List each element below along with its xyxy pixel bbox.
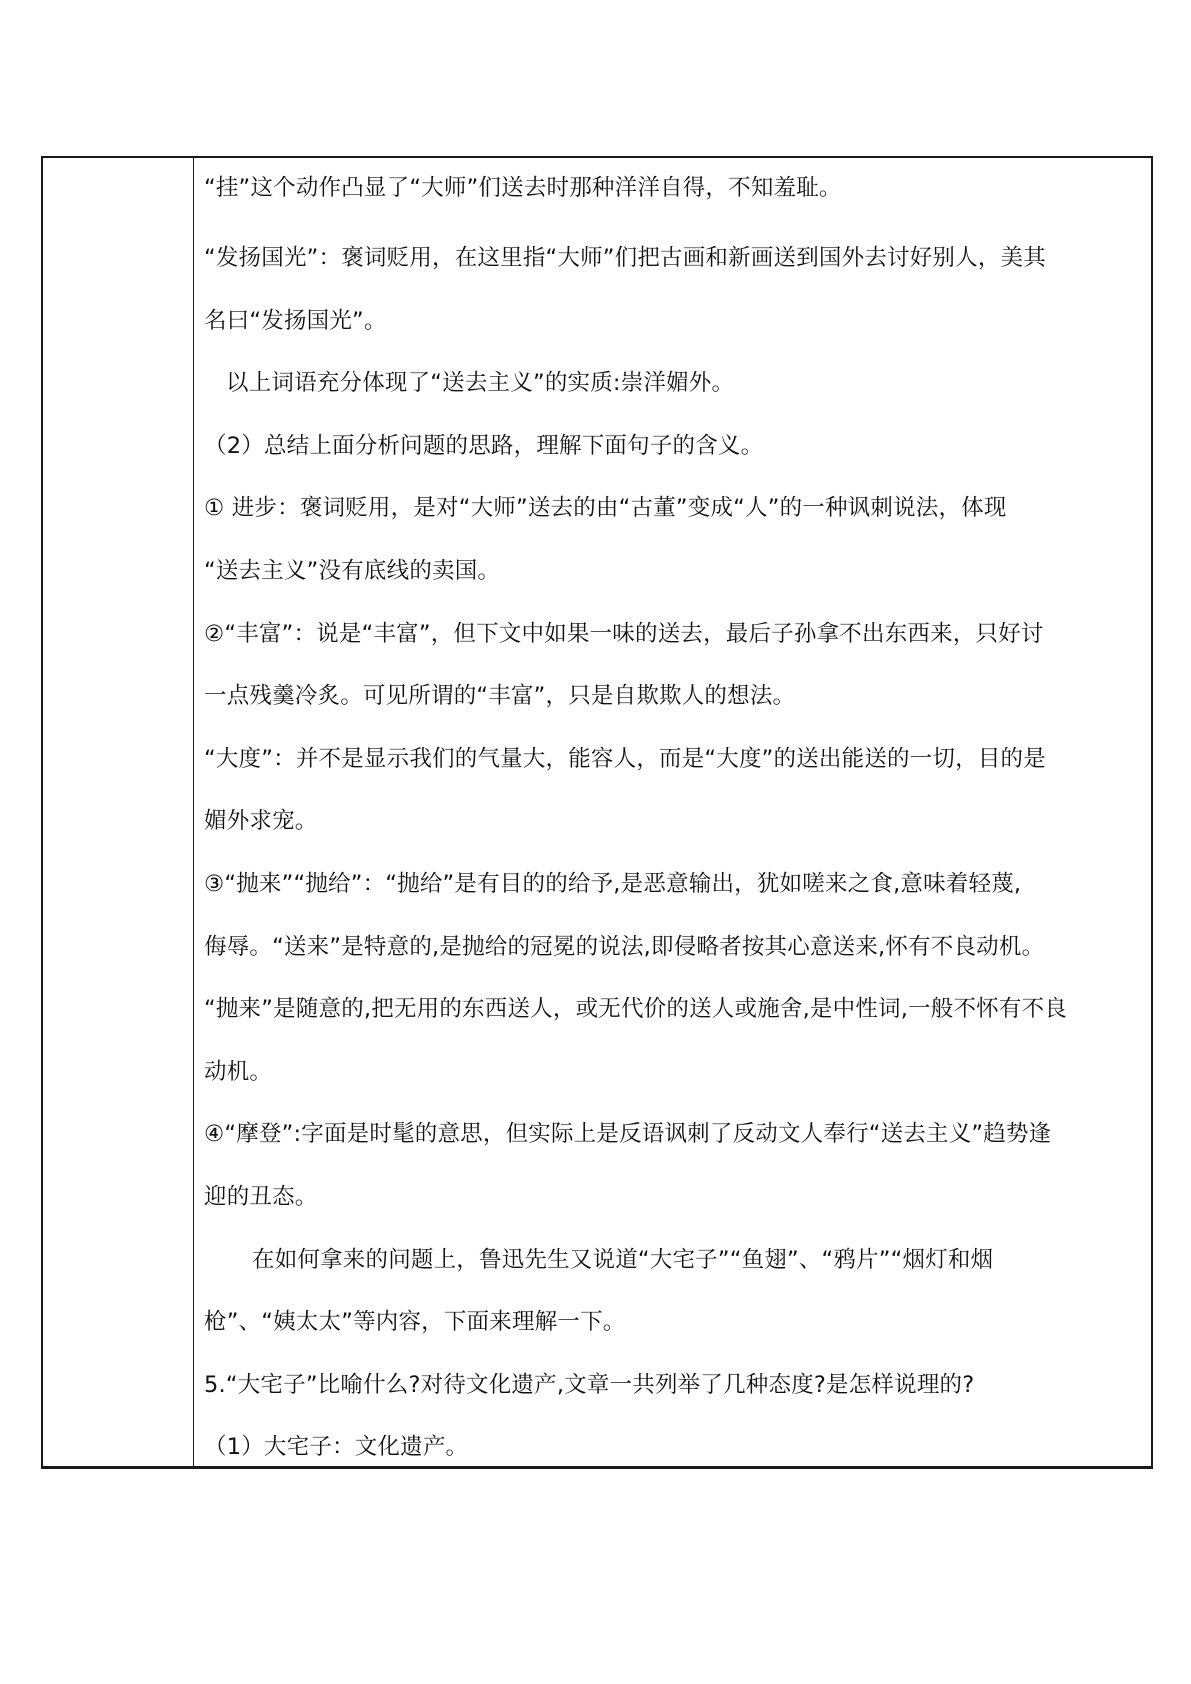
table-content-cell (194, 158, 1151, 1466)
text-line: 在如何拿来的问题上，鲁迅先生又说道“大宅子”“鱼翅”、“鸦片”“烟灯和烟 (252, 1246, 994, 1273)
text-line: ④“摩登”:字面是时髦的意思，但实际上是反语讽刺了反动文人奉行“送去主义”趋势逢 (204, 1121, 1052, 1148)
text-line: ②“丰富”：说是“丰富”，但下文中如果一味的送去，最后子孙拿不出东西来，只好讨 (204, 620, 1044, 647)
text-line: “大度”：并不是显示我们的气量大，能容人，而是“大度”的送出能送的一切，目的是 (204, 745, 1046, 772)
text-line: “发扬国光”：褒词贬用，在这里指“大师”们把古画和新画送到国外去讨好别人，美其 (204, 245, 1046, 271)
text-line: 名曰“发扬国光”。 (204, 307, 387, 334)
text-line: ① 进步：褒词贬用，是对“大师”送去的由“古董”变成“人”的一种讽刺说法，体现 (204, 495, 1007, 522)
text-line: ③“抛来”“抛给”：“抛给”是有目的的给予,是恶意输出，犹如嗟来之食,意味着轻蔑, (204, 870, 1022, 897)
text-line: “送去主义”没有底线的卖国。 (204, 557, 501, 584)
text-line: “挂”这个动作凸显了“大师”们送去时那种洋洋自得，不知羞耻。 (204, 175, 842, 201)
text-line: 侮辱。“送来”是特意的,是抛给的冠冕的说法,即侵略者按其心意送来,怀有不良动机。 (204, 933, 1045, 960)
table-left-cell (43, 158, 194, 1466)
text-line: 以上词语充分体现了“送去主义”的实质:崇洋媚外。 (226, 370, 735, 397)
text-line: 媚外求宠。 (204, 808, 318, 835)
text-line: 5.“大宅子”比喻什么?对待文化遗产,文章一共列举了几种态度?是怎样说理的? (204, 1371, 975, 1398)
text-line: （2）总结上面分析问题的思路，理解下面句子的含义。 (204, 432, 764, 459)
text-line: 一点残羹冷炙。可见所谓的“丰富”，只是自欺欺人的想法。 (204, 683, 796, 710)
text-line: 枪”、“姨太太”等内容，下面来理解一下。 (204, 1309, 626, 1336)
text-line: 迎的丑态。 (204, 1183, 318, 1210)
text-line: 动机。 (204, 1058, 273, 1085)
text-line: “抛来”是随意的,把无用的东西送人，或无代价的送人或施舍,是中性词,一般不怀有不良 (204, 996, 1067, 1023)
text-line: （1）大宅子：文化遗产。 (204, 1434, 469, 1461)
document-table (41, 156, 1153, 1469)
